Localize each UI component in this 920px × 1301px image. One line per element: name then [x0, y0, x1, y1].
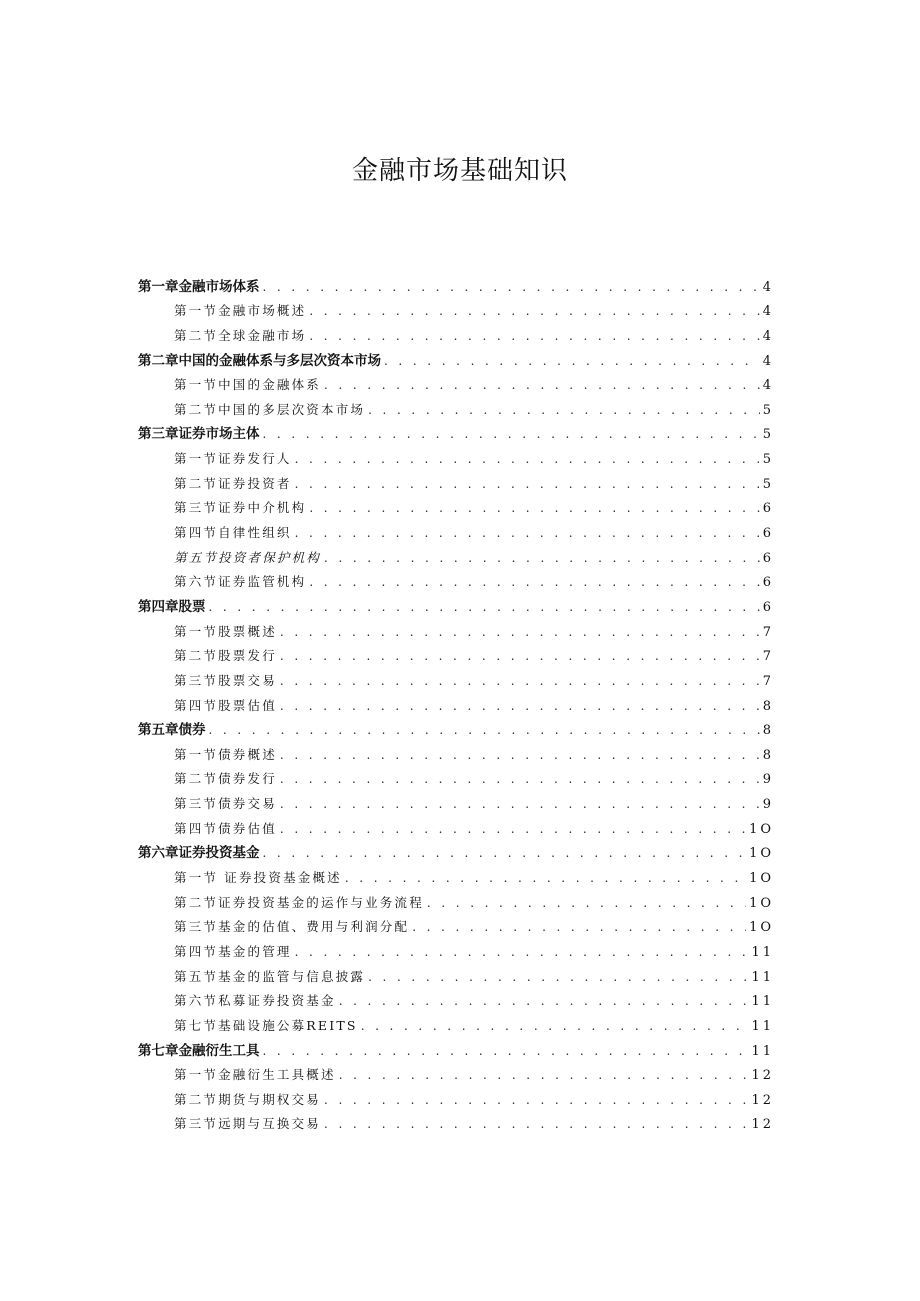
- toc-page-number: 8: [762, 723, 774, 739]
- toc-page-number: 11: [751, 994, 774, 1010]
- toc-entry-label: 第一节中国的金融体系: [174, 377, 322, 393]
- toc-page-number: 4: [762, 378, 774, 394]
- toc-section-entry[interactable]: [138, 861, 774, 886]
- toc-dot-leader: [324, 379, 760, 393]
- toc-entry-label: 第三章证券市场主体: [138, 426, 260, 443]
- toc-entry-label: 第三节债券交易: [174, 796, 277, 812]
- toc-entry-label: 第一节金融市场概述: [174, 303, 307, 319]
- toc-section-entry[interactable]: [138, 935, 774, 960]
- toc-entry-label: 第一节债券概述: [174, 746, 277, 762]
- toc-page-number: 7: [762, 673, 774, 689]
- toc-dot-leader: [263, 1045, 749, 1059]
- toc-entry-label: 第七章金融衍生工具: [138, 1042, 260, 1059]
- toc-dot-leader: [345, 872, 746, 886]
- toc-section-entry[interactable]: [138, 393, 774, 418]
- toc-chapter-entry[interactable]: [138, 590, 774, 615]
- toc-entry-label: 第六节私募证券投资基金: [174, 993, 336, 1009]
- toc-entry-label: 第六节证券监管机构: [174, 574, 307, 590]
- toc-page-number: 8: [762, 698, 774, 714]
- toc-page-number: 5: [762, 476, 774, 492]
- toc-section-entry[interactable]: [138, 1059, 774, 1084]
- toc-entry-label: 第一节股票概述: [174, 623, 277, 639]
- toc-chapter-entry[interactable]: [138, 837, 774, 862]
- toc-chapter-entry[interactable]: [138, 270, 774, 295]
- table-of-contents: [138, 270, 774, 1132]
- toc-dot-leader: [280, 626, 760, 640]
- toc-section-entry[interactable]: [138, 812, 774, 837]
- toc-section-entry[interactable]: [138, 615, 774, 640]
- toc-section-entry[interactable]: [138, 1108, 774, 1133]
- toc-dot-leader: [209, 601, 760, 615]
- toc-entry-label: 第七节基础设施公募REITS: [174, 1017, 358, 1033]
- toc-page-number: 4: [762, 353, 774, 369]
- toc-page-number: 5: [762, 452, 774, 468]
- toc-section-entry[interactable]: [138, 960, 774, 985]
- document-title: 金融市场基础知识: [351, 156, 568, 186]
- toc-page-number: 4: [762, 328, 774, 344]
- toc-section-entry[interactable]: [138, 442, 774, 467]
- toc-section-entry[interactable]: [138, 1083, 774, 1108]
- toc-entry-label: 第二节全球金融市场: [174, 327, 307, 343]
- toc-dot-leader: [324, 1094, 748, 1108]
- toc-page-number: 6: [762, 575, 774, 591]
- toc-entry-label: 第一节金融衍生工具概述: [174, 1067, 336, 1083]
- toc-dot-leader: [324, 552, 760, 566]
- toc-entry-label: 第三节证券中介机构: [174, 500, 307, 516]
- toc-chapter-entry[interactable]: [138, 714, 774, 739]
- toc-entry-label: 第二节中国的多层次资本市场: [174, 401, 366, 417]
- toc-dot-leader: [384, 355, 760, 369]
- toc-page-number: 1O: [749, 821, 774, 837]
- toc-entry-label: 第二节期货与期权交易: [174, 1091, 322, 1107]
- toc-page-number: 6: [762, 599, 774, 615]
- toc-page-number: 6: [762, 526, 774, 542]
- toc-entry-label: 第四节自律性组织: [174, 525, 292, 541]
- toc-page-number: 9: [762, 772, 774, 788]
- toc-dot-leader: [280, 650, 760, 664]
- toc-dot-leader: [412, 921, 746, 935]
- toc-page-number: 7: [762, 624, 774, 640]
- toc-entry-label: 第五节投资者保护机构: [174, 549, 322, 565]
- toc-dot-leader: [368, 404, 760, 418]
- toc-dot-leader: [427, 897, 746, 911]
- toc-entry-label: 第三节基金的估值、费用与利润分配: [174, 919, 410, 935]
- toc-page-number: 9: [762, 797, 774, 813]
- toc-section-entry[interactable]: [138, 467, 774, 492]
- toc-section-entry[interactable]: [138, 541, 774, 566]
- toc-dot-leader: [295, 453, 760, 467]
- toc-dot-leader: [339, 1069, 749, 1083]
- toc-dot-leader: [280, 700, 760, 714]
- toc-page-number: 1O: [749, 920, 774, 936]
- toc-dot-leader: [361, 1020, 749, 1034]
- toc-entry-label: 第四章股票: [138, 598, 206, 615]
- toc-page-number: 6: [762, 550, 774, 566]
- toc-dot-leader: [339, 995, 749, 1009]
- toc-entry-label: 第四节债券估值: [174, 820, 277, 836]
- toc-page-number: 11: [751, 1043, 774, 1059]
- toc-page-number: 4: [762, 279, 774, 295]
- toc-section-entry[interactable]: [138, 664, 774, 689]
- toc-dot-leader: [263, 281, 760, 295]
- toc-dot-leader: [280, 773, 760, 787]
- toc-page-number: 7: [762, 649, 774, 665]
- toc-entry-label: 第一章金融市场体系: [138, 278, 260, 295]
- toc-page-number: 12: [751, 1068, 774, 1084]
- toc-dot-leader: [280, 749, 760, 763]
- toc-section-entry[interactable]: [138, 295, 774, 320]
- toc-section-entry[interactable]: [138, 319, 774, 344]
- toc-entry-label: 第二节证券投资基金的运作与业务流程: [174, 894, 424, 910]
- toc-entry-label: 第二节债券发行: [174, 771, 277, 787]
- toc-page-number: 8: [762, 747, 774, 763]
- toc-dot-leader: [309, 305, 759, 319]
- toc-dot-leader: [295, 478, 760, 492]
- toc-dot-leader: [263, 847, 747, 861]
- toc-section-entry[interactable]: [138, 689, 774, 714]
- toc-dot-leader: [309, 502, 759, 516]
- toc-section-entry[interactable]: [138, 911, 774, 936]
- toc-dot-leader: [209, 724, 760, 738]
- toc-section-entry[interactable]: [138, 566, 774, 591]
- toc-page-number: 11: [751, 969, 774, 985]
- toc-page-number: 1O: [749, 846, 774, 862]
- toc-entry-label: 第一节 证券投资基金概述: [174, 870, 342, 886]
- toc-dot-leader: [280, 798, 760, 812]
- toc-dot-leader: [295, 527, 760, 541]
- toc-dot-leader: [309, 576, 759, 590]
- toc-page-number: 5: [762, 427, 774, 443]
- toc-page-number: 11: [751, 944, 774, 960]
- toc-entry-label: 第四节基金的管理: [174, 943, 292, 959]
- toc-section-entry[interactable]: [138, 738, 774, 763]
- toc-dot-leader: [263, 428, 760, 442]
- toc-page-number: 5: [762, 402, 774, 418]
- toc-section-entry[interactable]: [138, 787, 774, 812]
- toc-chapter-entry[interactable]: [138, 418, 774, 443]
- toc-entry-label: 第二节股票发行: [174, 648, 277, 664]
- toc-chapter-entry[interactable]: [138, 1034, 774, 1059]
- toc-entry-label: 第六章证券投资基金: [138, 845, 260, 862]
- toc-section-entry[interactable]: [138, 640, 774, 665]
- toc-entry-label: 第二章中国的金融体系与多层次资本市场: [138, 352, 381, 369]
- toc-dot-leader: [324, 1118, 748, 1132]
- toc-section-entry[interactable]: [138, 985, 774, 1010]
- toc-dot-leader: [368, 971, 748, 985]
- toc-entry-label: 第五节基金的监管与信息披露: [174, 968, 366, 984]
- toc-section-entry[interactable]: [138, 886, 774, 911]
- toc-dot-leader: [295, 946, 749, 960]
- toc-dot-leader: [280, 675, 760, 689]
- toc-entry-label: 第一节证券发行人: [174, 451, 292, 467]
- toc-page-number: 12: [751, 1092, 774, 1108]
- toc-page-number: 4: [762, 304, 774, 320]
- toc-section-entry[interactable]: [138, 1009, 774, 1034]
- toc-page-number: 11: [751, 1018, 774, 1034]
- toc-dot-leader: [309, 330, 759, 344]
- toc-entry-label: 第四节股票估值: [174, 697, 277, 713]
- toc-dot-leader: [280, 823, 746, 837]
- toc-section-entry[interactable]: [138, 763, 774, 788]
- toc-page-number: 6: [762, 501, 774, 517]
- toc-page-number: 12: [751, 1117, 774, 1133]
- toc-page-number: 1O: [749, 871, 774, 887]
- toc-entry-label: 第三节远期与互换交易: [174, 1116, 322, 1132]
- toc-section-entry[interactable]: [138, 369, 774, 394]
- toc-chapter-entry[interactable]: [138, 344, 774, 369]
- toc-entry-label: 第三节股票交易: [174, 672, 277, 688]
- toc-page-number: 1O: [749, 895, 774, 911]
- toc-section-entry[interactable]: [138, 516, 774, 541]
- toc-entry-label: 第五章债券: [138, 722, 206, 739]
- toc-entry-label: 第二节证券投资者: [174, 475, 292, 491]
- toc-section-entry[interactable]: [138, 492, 774, 517]
